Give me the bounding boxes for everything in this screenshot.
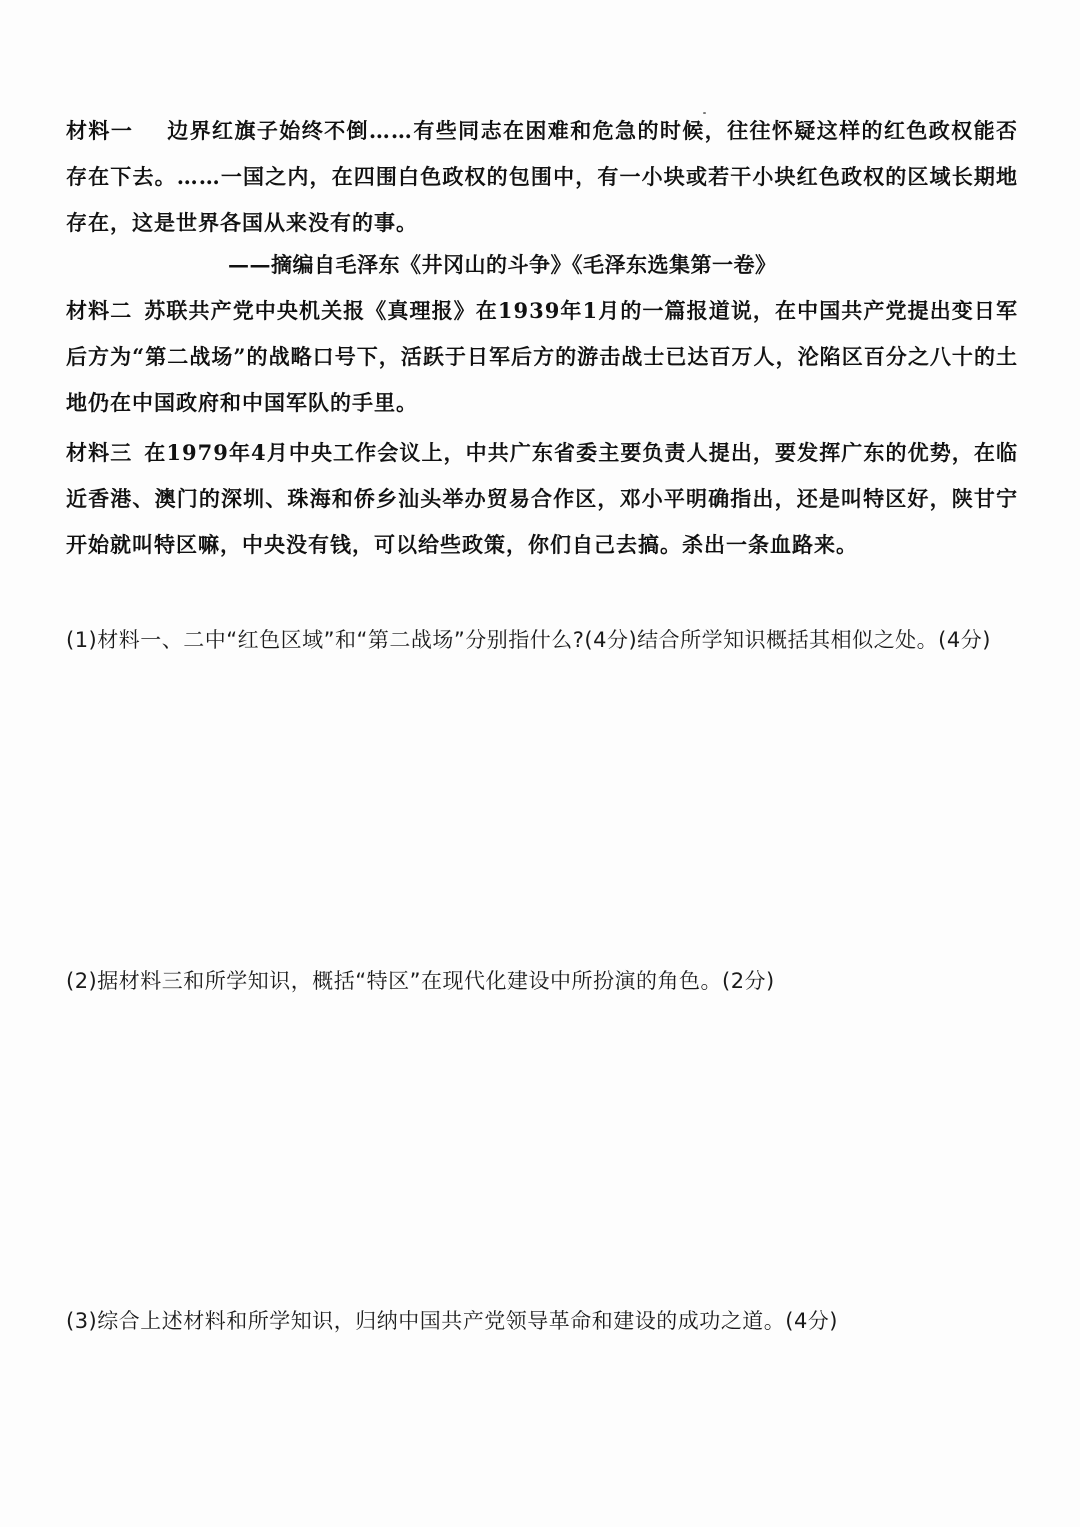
question-1-number: (1)	[66, 628, 98, 652]
material-3-text: 在1979年4月中央工作会议上，中共广东省委主要负责人提出，要发挥广东的优势，在临近香港、澳门的深圳、珠海和侨乡汕头举办贸易合作区，邓小平明确指出，还是叫特区好，陕甘宁开始就叫特区嘛，中央没有钱，可以给些政策，你们自己去搞。杀出一条血路来。	[66, 440, 1018, 557]
question-3	[66, 1298, 1018, 1344]
material-2-label: 材料二	[66, 298, 133, 323]
question-2-number: (2)	[66, 969, 98, 993]
material-1-source: ——摘编自毛泽东《井冈山的斗争》《毛泽东选集第一卷》	[228, 252, 777, 277]
question-2	[66, 958, 1018, 1004]
material-2-text: 苏联共产党中央机关报《真理报》在1939年1月的一篇报道说，在中国共产党提出变日军后方为“第二战场”的战略口号下，活跃于日军后方的游击战士已达百万人，沦陷区百分之八十的土地仍在中国政府和中国军队的手里。	[66, 298, 1018, 415]
question-1	[66, 617, 1018, 663]
question-3-text: 综合上述材料和所学知识，归纳中国共产党领导革命和建设的成功之道。(4分)	[97, 1309, 838, 1333]
question-1-text: 材料一、二中“红色区域”和“第二战场”分别指什么?(4分)结合所学知识概括其相似之处。(4分)	[97, 628, 991, 652]
material-3-paragraph	[66, 430, 1018, 568]
question-3-number: (3)	[66, 1309, 98, 1333]
material-3-label: 材料三	[66, 440, 133, 465]
material-2-paragraph	[66, 288, 1018, 426]
question-2-text: 据材料三和所学知识，概括“特区”在现代化建设中所扮演的角色。(2分)	[97, 969, 775, 993]
material-1-label: 材料一	[66, 118, 134, 143]
material-1-text: 边界红旗子始终不倒……有些同志在困难和危急的时候，往往怀疑这样的红色政权能否存在下去。……一国之内，在四围白色政权的包围中，有一小块或若干小块红色政权的区域长期地存在，这是世界各国从来没有的事。	[66, 118, 1019, 235]
material-1-paragraph	[66, 108, 1018, 246]
